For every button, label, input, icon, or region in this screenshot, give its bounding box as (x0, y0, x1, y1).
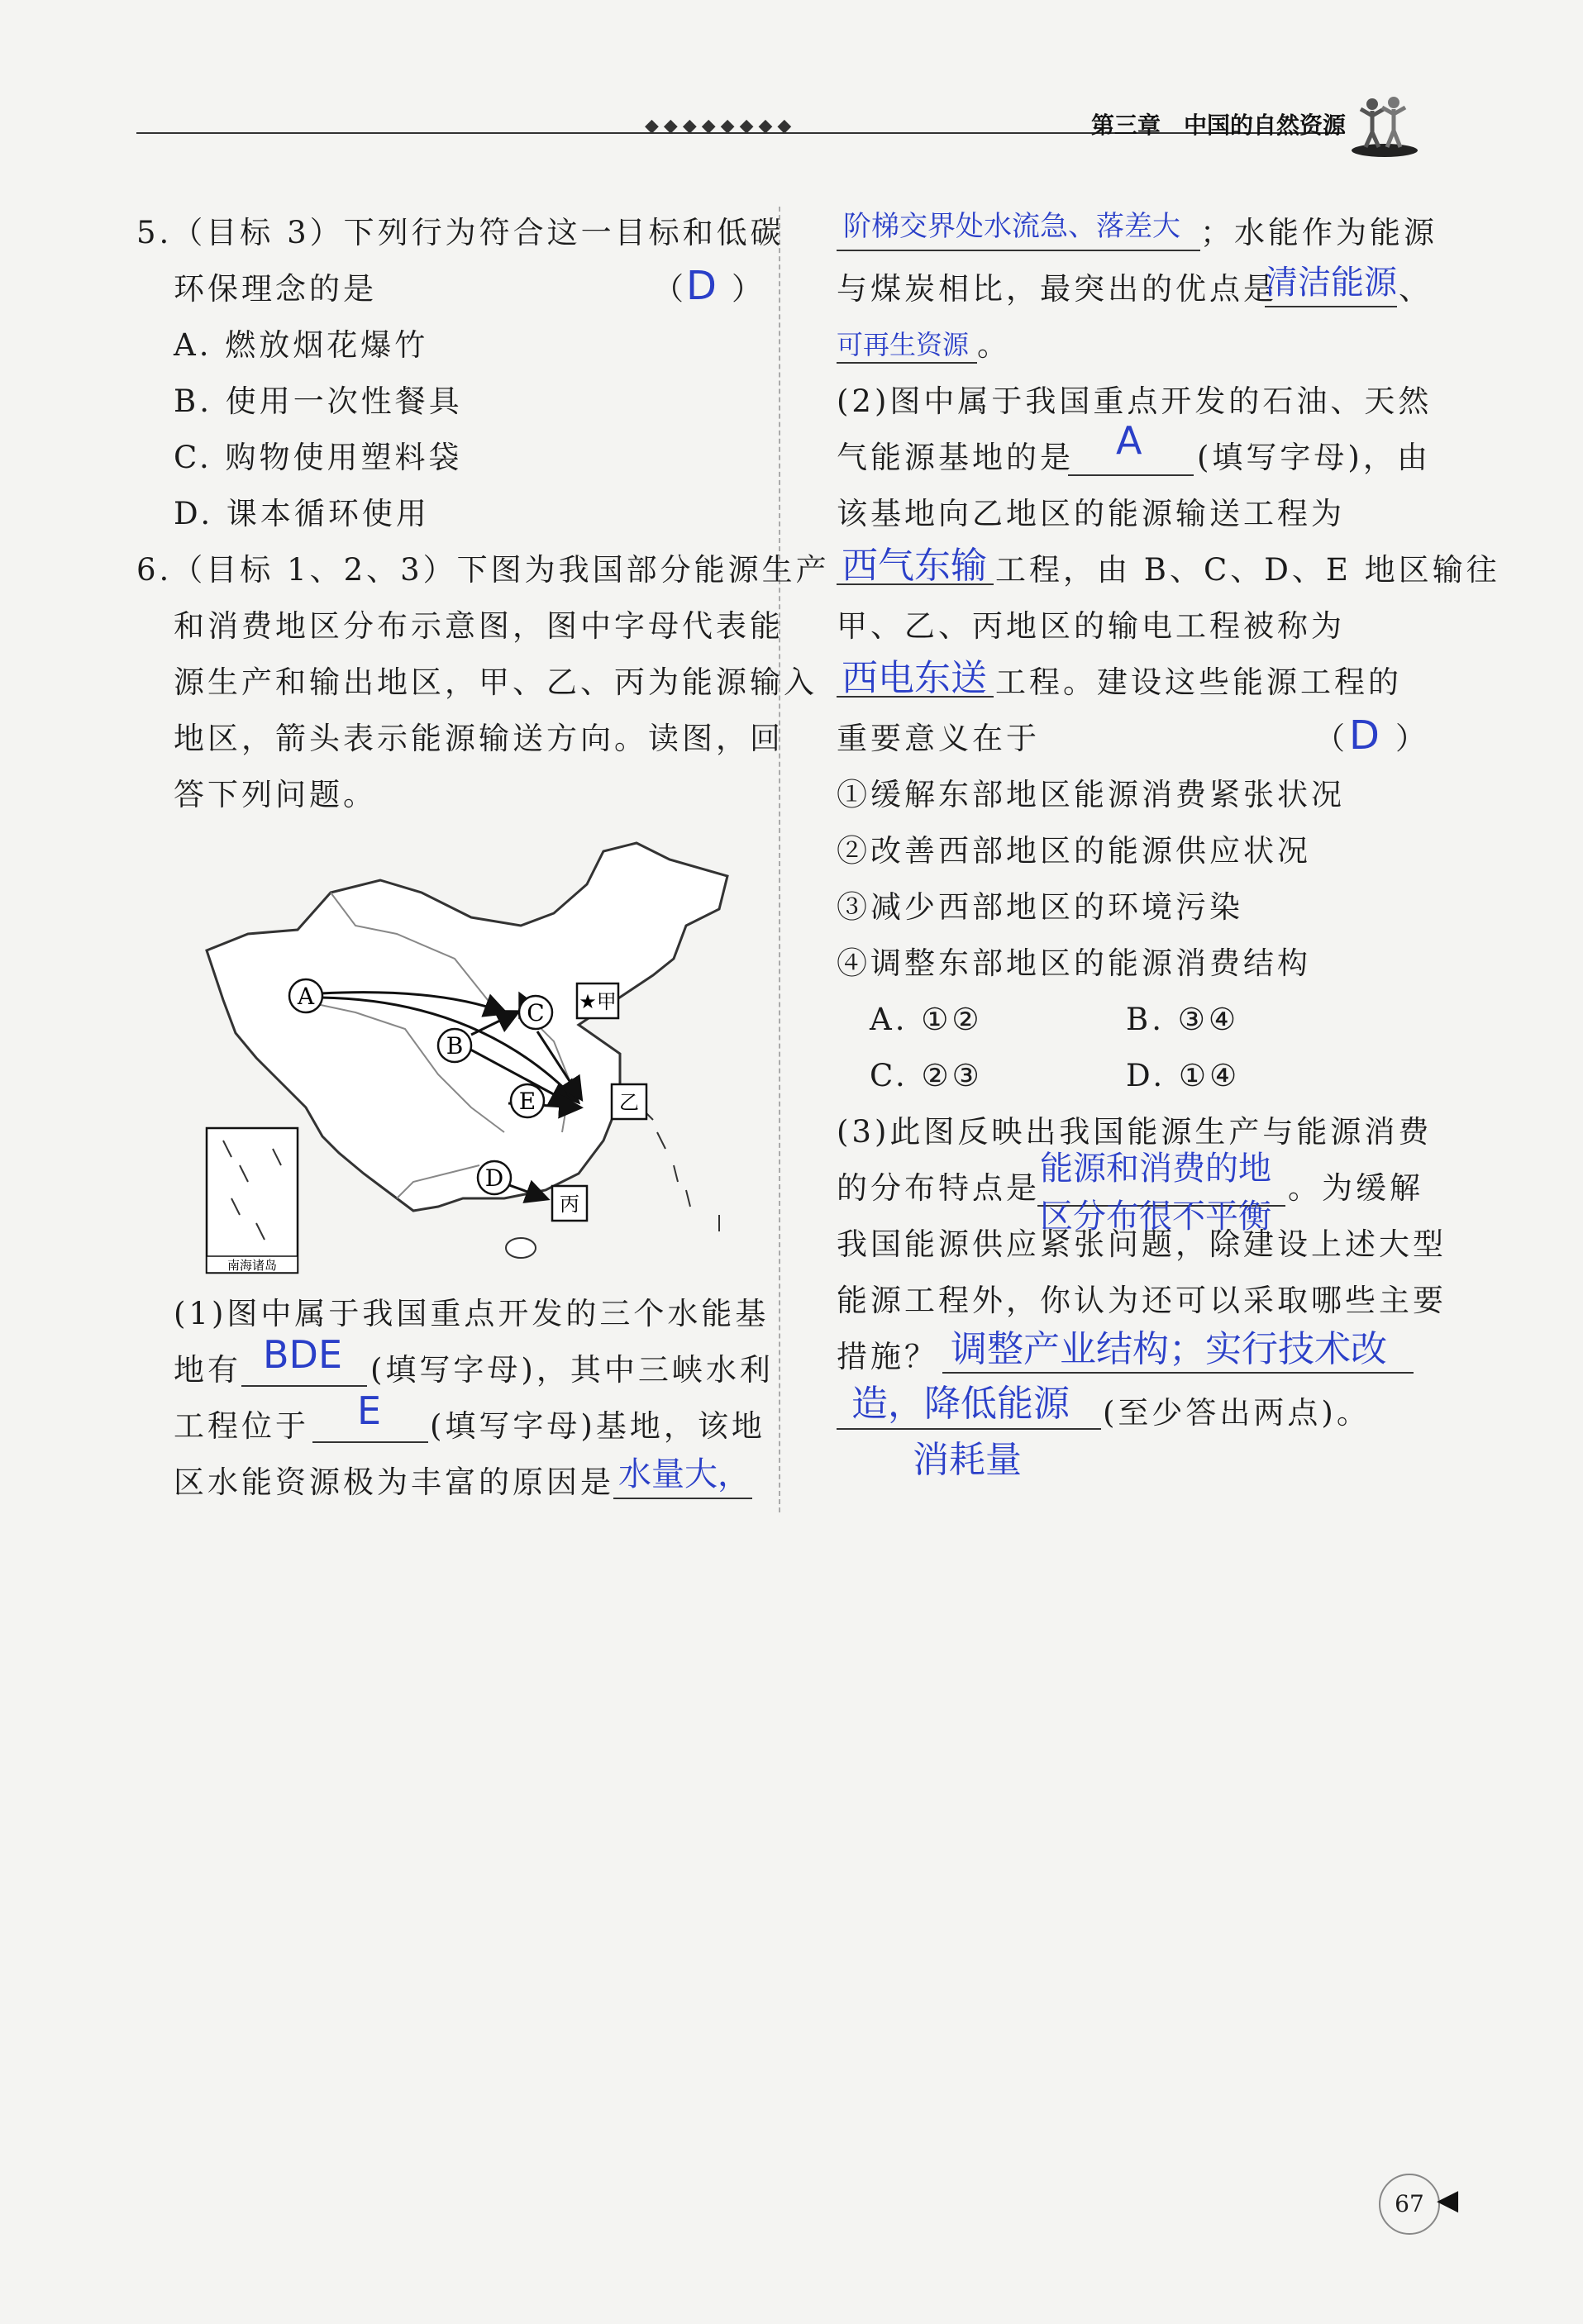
q6-2-line7: 重要意义在于 (837, 721, 1040, 756)
page-number: 67 (1379, 2174, 1440, 2235)
ans-adv-1: 清洁能源 (1265, 264, 1397, 302)
q6-1-line6a: 与煤炭相比，最突出的优点是 (837, 271, 1277, 307)
map-letter-d: D (484, 1164, 504, 1192)
q5-option-d: D. 课本循环使用 (174, 496, 430, 531)
q6-2-line4b: 工程，由 B、C、D、E 地区输往 (995, 552, 1500, 588)
ans-feature-2: 区分布很不平衡 (1040, 1198, 1271, 1236)
blank-reason-1 (613, 1498, 752, 1499)
q6-1-line2b: (填写字母)，其中三峡水利 (370, 1352, 774, 1388)
q6-stem-1: 6.（目标 1、2、3）下图为我国部分能源生产 (136, 552, 830, 588)
q6-2-line2b: (填写字母)，由 (1197, 440, 1431, 475)
ans-feature-1: 能源和消费的地 (1040, 1150, 1271, 1188)
map-dest-bing: 丙 (560, 1193, 579, 1216)
q6-2-line3: 该基地向乙地区的能源输送工程为 (837, 496, 1345, 531)
q5-line2: 环保理念的是 (174, 271, 377, 307)
q6-stem-5: 答下列问题。 (174, 777, 377, 812)
ans-power-project: 西电东送 (842, 657, 987, 699)
q6-3-line1: (3)此图反映出我国能源生产与能源消费 (837, 1114, 1433, 1150)
q6-1-line7b: 。 (977, 327, 1011, 363)
q5-answer: D (686, 263, 717, 309)
blank-oil-base (1068, 474, 1194, 476)
blank-sanxia (312, 1441, 428, 1443)
ans-measure-1: 调整产业结构；实行技术改 (951, 1328, 1387, 1370)
q6-1-line5b: ；水能作为能源 (1200, 215, 1438, 250)
ans-gas-project: 西气东输 (842, 545, 987, 587)
header-decoration: ◆◆◆◆◆◆◆◆ (645, 116, 797, 136)
map-inset-label: 南海诸岛 (226, 1258, 278, 1273)
q6-3-line3: 我国能源供应紧张问题，除建设上述大型 (837, 1226, 1447, 1262)
q6-2-paren-close: ） (1395, 721, 1429, 756)
q6-2-answer: D (1349, 712, 1380, 759)
blank-reason-2 (837, 250, 1200, 251)
q6-2-statement-3: ③减少西部地区的环境污染 (837, 889, 1243, 925)
ans-adv-2: 可再生资源 (837, 329, 970, 360)
ans-measure-3: 消耗量 (913, 1439, 1022, 1481)
blank-bases (241, 1385, 367, 1387)
ans-measure-2: 造，降低能源 (851, 1383, 1070, 1425)
q6-3-line2a: 的分布特点是 (837, 1170, 1040, 1206)
q5-option-c: C. 购物使用塑料袋 (174, 440, 463, 475)
q6-2-statement-2: ②改善西部地区的能源供应状况 (837, 833, 1311, 869)
q6-1-line3a: 工程位于 (174, 1408, 309, 1444)
q6-2-option-a: A. ①② (870, 1002, 983, 1037)
q5-option-a: A. 燃放烟花爆竹 (174, 327, 429, 363)
map-dest-jia: ★甲 (579, 990, 617, 1013)
map-letter-b: B (446, 1032, 464, 1060)
page-arrow-icon: ◀ (1437, 2184, 1459, 2217)
ans-oil-base: A (1116, 418, 1142, 463)
q6-2-line5: 甲、乙、丙地区的输电工程被称为 (837, 608, 1345, 644)
q6-1-line2a: 地有 (174, 1352, 241, 1388)
q6-stem-4: 地区，箭头表示能源输送方向。读图，回 (174, 721, 784, 756)
column-divider (779, 207, 780, 1512)
q5-paren-close: ） (732, 271, 765, 307)
ans-bases: BDE (263, 1332, 343, 1377)
ans-sanxia: E (357, 1388, 382, 1433)
q6-stem-2: 和消费地区分布示意图，图中字母代表能 (174, 608, 784, 644)
q6-2-line6b: 工程。建设这些能源工程的 (995, 664, 1402, 700)
q5-option-b: B. 使用一次性餐具 (174, 383, 463, 419)
map-letter-c: C (527, 999, 545, 1026)
q6-1-line1: (1)图中属于我国重点开发的三个水能基 (174, 1296, 770, 1331)
q6-3-line6b: (至少答出两点)。 (1103, 1395, 1371, 1431)
q6-1-line3b: (填写字母)基地，该地 (430, 1408, 765, 1444)
q5-line1: 5.（目标 3）下列行为符合这一目标和低碳 (136, 215, 784, 250)
chapter-title: 第三章 中国的自然资源 (1091, 112, 1347, 139)
ans-reason-1: 水量大， (618, 1455, 751, 1493)
ans-reason-2: 阶梯交界处水流急、落差大 (843, 210, 1180, 243)
q6-3-line2b: 。为缓解 (1288, 1170, 1423, 1206)
blank-adv-1 (1265, 306, 1397, 307)
q5-paren-open: （ (653, 271, 687, 307)
q6-2-option-b: B. ③④ (1126, 1002, 1240, 1037)
header-figures-icon (1347, 93, 1422, 159)
q6-1-line4: 区水能资源极为丰富的原因是 (174, 1464, 614, 1500)
q6-2-option-d: D. ①④ (1126, 1058, 1241, 1093)
q6-stem-3: 源生产和输出地区，甲、乙、丙为能源输入 (174, 664, 818, 700)
map-letter-a: A (297, 983, 315, 1010)
china-energy-map (190, 835, 752, 1281)
q6-2-paren-open: （ (1314, 721, 1348, 756)
map-letter-e: E (518, 1088, 536, 1115)
q6-3-line5a: 措施？ (837, 1339, 938, 1374)
q6-2-line1: (2)图中属于我国重点开发的石油、天然 (837, 383, 1433, 419)
q6-1-line6b: 、 (1399, 271, 1433, 307)
map-dest-yi: 乙 (619, 1091, 639, 1114)
q6-3-line4: 能源工程外，你认为还可以采取哪些主要 (837, 1283, 1447, 1318)
q6-2-option-c: C. ②③ (870, 1058, 983, 1093)
q6-2-line2a: 气能源基地的是 (837, 440, 1074, 475)
blank-adv-2 (837, 362, 977, 364)
q6-2-statement-1: ①缓解东部地区能源消费紧张状况 (837, 777, 1345, 812)
q6-2-statement-4: ④调整东部地区的能源消费结构 (837, 945, 1311, 981)
